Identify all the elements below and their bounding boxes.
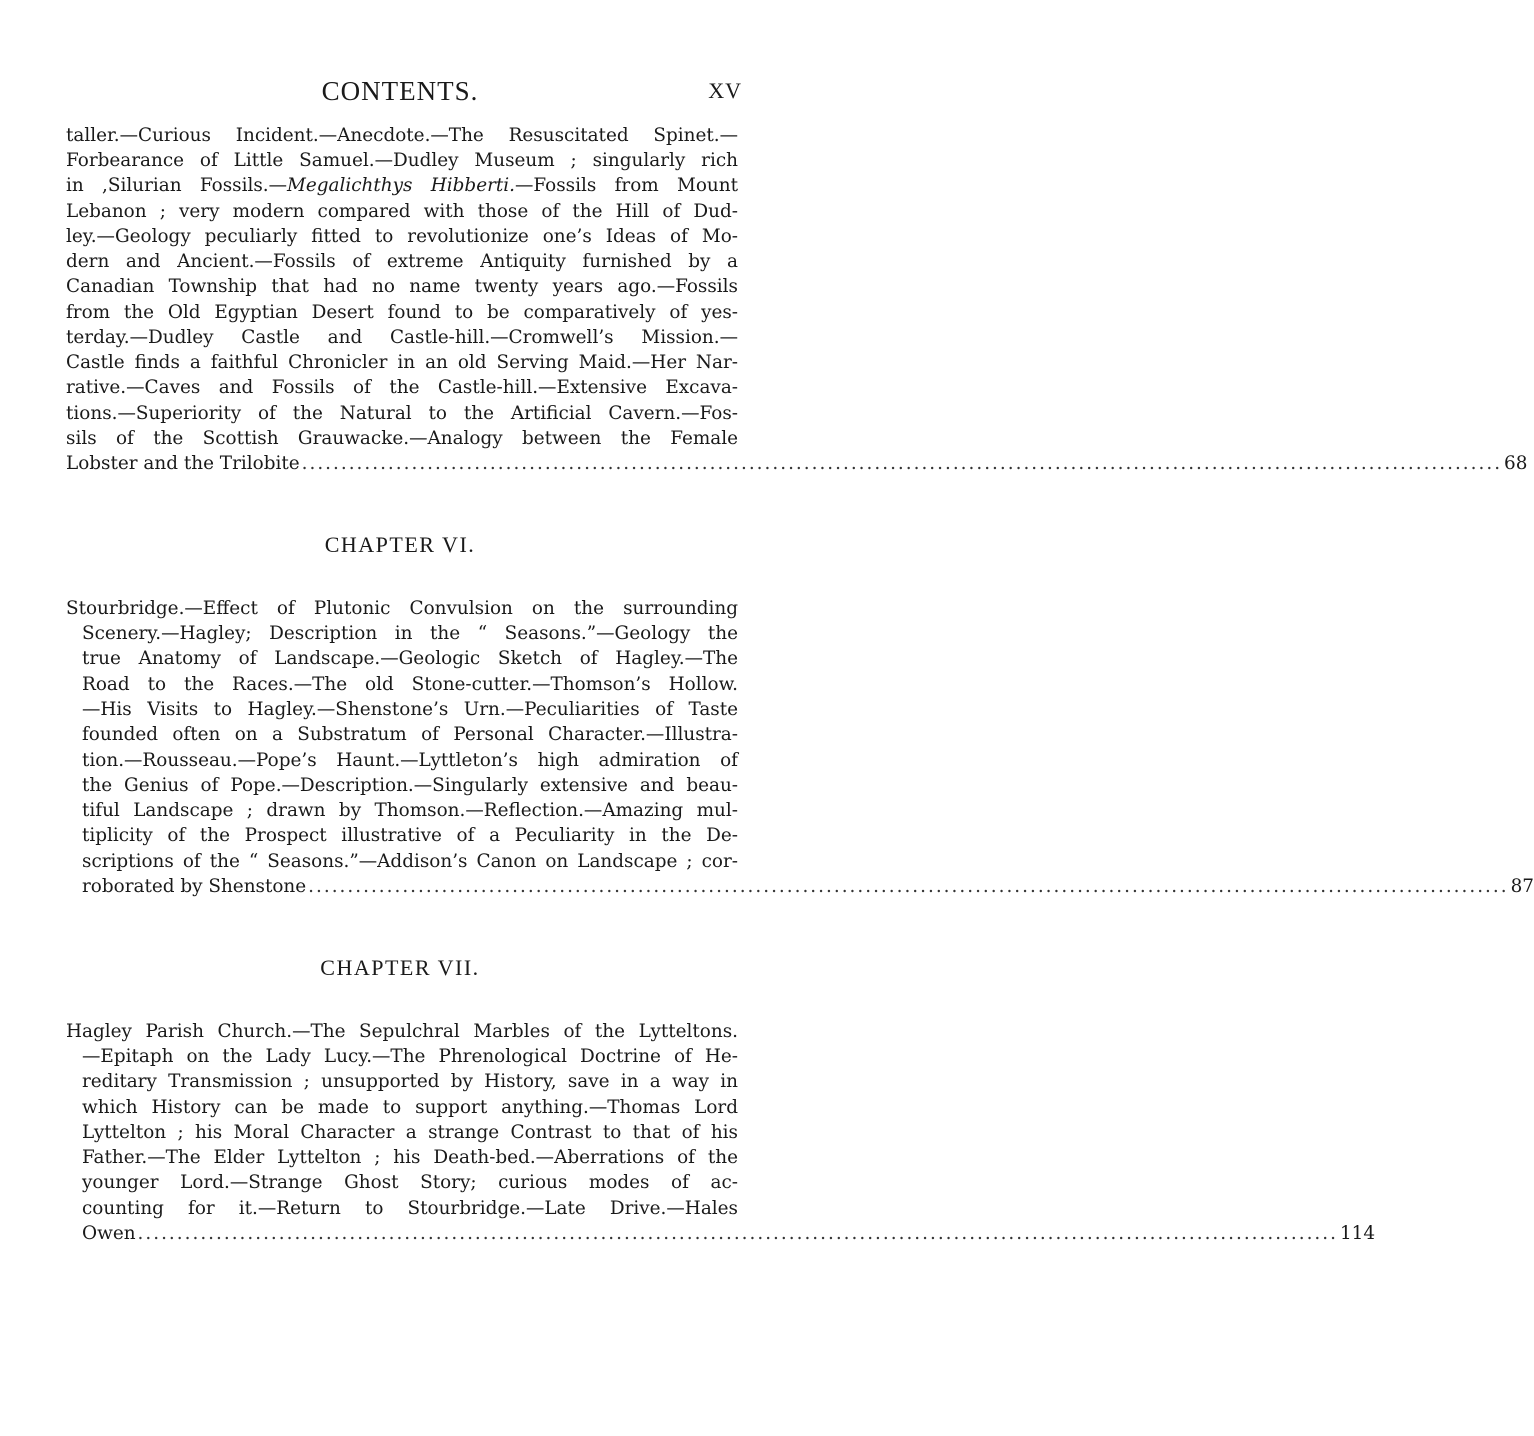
page-number: XV [708, 78, 742, 103]
entry-line: sils of the Scottish Grauwacke.—Analogy between the Female [66, 428, 738, 449]
entry-line: ley.—Geology peculiarly fitted to revolutionize one’s Ideas of Mo- [66, 226, 738, 247]
entry-line: Stourbridge.—Effect of Plutonic Convulsion on the surrounding [66, 598, 738, 619]
entry-line: rative.—Caves and Fossils of the Castle-hill.—Extensive Excava- [66, 377, 738, 398]
entry-line: Road to the Races.—The old Stone-cutter.—Thomson’s Hollow. [82, 674, 738, 695]
chapter-heading: CHAPTER VII. [320, 955, 480, 980]
entry-line: Canadian Township that had no name twenty years ago.—Fossils [66, 276, 738, 297]
page-title: CONTENTS. [321, 76, 479, 106]
entry-line: Scenery.—Hagley; Description in the “ Seasons.”—Geology the [82, 623, 738, 644]
entry-line: reditary Transmission ; unsupported by History, save in a way in [82, 1071, 738, 1092]
species-name: Megalichthys Hibberti. [287, 175, 515, 196]
entry-line: tiplicity of the Prospect illustrative of a Peculiarity in the De- [82, 825, 738, 846]
entry-line: founded often on a Substratum of Personal Character.—Illustra- [82, 724, 738, 745]
entry-line: taller.—Curious Incident.—Anecdote.—The Resuscitated Spinet.— [66, 125, 738, 146]
running-head [0, 76, 800, 106]
entry-line: in ,Silurian Fossils.—Megalichthys Hibberti.—Fossils from Mount [66, 175, 738, 196]
entry-line: from the Old Egyptian Desert found to be comparatively of yes- [66, 302, 738, 323]
entry-line: Father.—The Elder Lyttelton ; his Death-bed.—Aberrations of the [82, 1147, 738, 1168]
entry-line: —His Visits to Hagley.—Shenstone’s Urn.—Peculiarities of Taste [82, 699, 738, 720]
entry-line: tions.—Superiority of the Natural to the Artificial Cavern.—Fos- [66, 403, 738, 424]
entry-last-line [82, 1221, 1376, 1246]
entry-line: —Epitaph on the Lady Lucy.—The Phrenological Doctrine of He- [82, 1046, 738, 1067]
entry-line: true Anatomy of Landscape.—Geologic Sketch of Hagley.—The [82, 648, 738, 669]
entry-line: which History can be made to support anything.—Thomas Lord [82, 1097, 738, 1118]
entry-line: tion.—Rousseau.—Pope’s Haunt.—Lyttleton’s high admiration of [82, 750, 738, 771]
entry-line: counting for it.—Return to Stourbridge.—Late Drive.—Hales [82, 1198, 738, 1219]
entry-text: Owen [82, 1223, 136, 1244]
entry-page-number: 87 [1510, 876, 1534, 897]
entry-line: scriptions of the “ Seasons.”—Addison’s Canon on Landscape ; cor- [82, 851, 738, 872]
entry-page-number: 114 [1339, 1223, 1376, 1244]
entry-line: younger Lord.—Strange Ghost Story; curious modes of ac- [82, 1172, 738, 1193]
entry-text: Lobster and the Trilobite [66, 453, 300, 474]
entry-line: Lebanon ; very modern compared with those of the Hill of Dud- [66, 201, 738, 222]
entry-line: Forbearance of Little Samuel.—Dudley Museum ; singularly rich [66, 150, 738, 171]
entry-line: the Genius of Pope.—Description.—Singularly extensive and beau- [82, 775, 738, 796]
dot-leader: ......................................................................................................................................................... [137, 1223, 1338, 1244]
entry-line: Lyttelton ; his Moral Character a strange Contrast to that of his [82, 1122, 738, 1143]
entry-line: terday.—Dudley Castle and Castle-hill.—Cromwell’s Mission.— [66, 327, 738, 348]
chapter-heading: CHAPTER VI. [324, 532, 476, 557]
entry-line: dern and Ancient.—Fossils of extreme Antiquity furnished by a [66, 251, 738, 272]
entry-line: Castle finds a faithful Chronicler in an old Serving Maid.—Her Nar- [66, 352, 738, 373]
entry-page-number: 68 [1504, 453, 1528, 474]
entry-last-line [82, 874, 1534, 899]
dot-leader: ......................................................................................................................................................... [308, 876, 1509, 897]
entry-last-line [66, 451, 1528, 476]
entry-line: Hagley Parish Church.—The Sepulchral Marbles of the Lytteltons. [66, 1021, 738, 1042]
entry-text: roborated by Shenstone [82, 876, 307, 897]
dot-leader: ......................................................................................................................................................... [301, 453, 1503, 474]
entry-line: tiful Landscape ; drawn by Thomson.—Reflection.—Amazing mul- [82, 800, 738, 821]
